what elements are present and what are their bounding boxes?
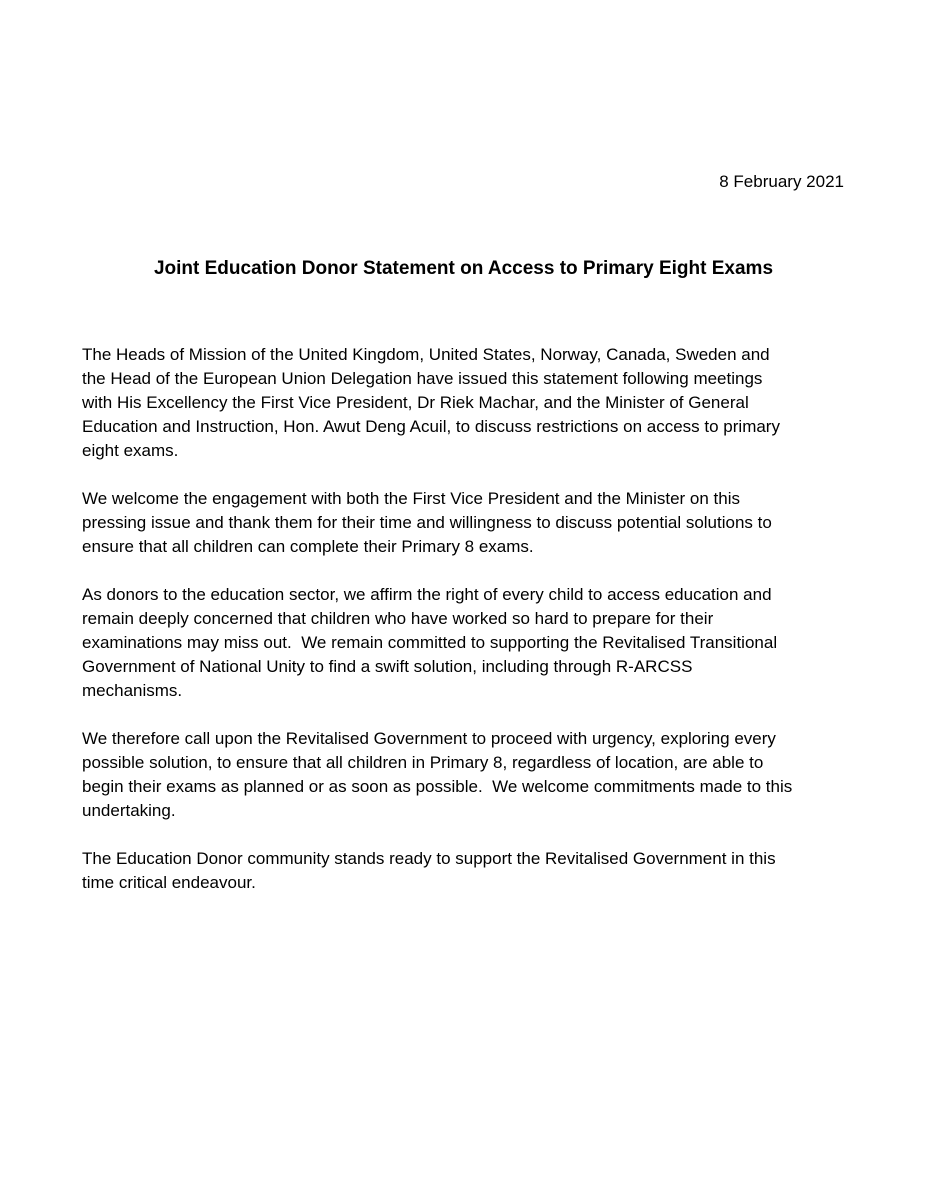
- document-date: 8 February 2021: [719, 172, 844, 191]
- paragraph-line: Education and Instruction, Hon. Awut Deng Acuil, to discuss restrictions on access to primary: [82, 417, 780, 436]
- paragraph-line: The Heads of Mission of the United Kingdom, United States, Norway, Canada, Sweden and: [82, 345, 770, 364]
- document-body: [82, 343, 862, 919]
- paragraph-line: time critical endeavour.: [82, 873, 256, 892]
- paragraph-line: The Education Donor community stands ready to support the Revitalised Government in this: [82, 849, 776, 868]
- paragraph-line: We therefore call upon the Revitalised Government to proceed with urgency, exploring every: [82, 729, 776, 748]
- paragraph-line: ensure that all children can complete their Primary 8 exams.: [82, 537, 534, 556]
- paragraph-donors: [82, 583, 862, 703]
- paragraph-line: We welcome the engagement with both the First Vice President and the Minister on this: [82, 489, 740, 508]
- paragraph-call-upon: [82, 727, 862, 823]
- paragraph-line: undertaking.: [82, 801, 176, 820]
- document-title: Joint Education Donor Statement on Access to Primary Eight Exams: [153, 258, 774, 279]
- paragraph-engagement: [82, 487, 862, 559]
- paragraph-line: mechanisms.: [82, 681, 183, 700]
- paragraph-line: the Head of the European Union Delegation have issued this statement following meetings: [82, 369, 763, 388]
- paragraph-line: pressing issue and thank them for their time and willingness to discuss potential solutions to: [82, 513, 772, 532]
- paragraph-line: examinations may miss out. We remain committed to supporting the Revitalised Transitional: [82, 633, 778, 652]
- paragraph-line: begin their exams as planned or as soon as possible. We welcome commitments made to this: [82, 777, 793, 796]
- paragraph-line: eight exams.: [82, 441, 179, 460]
- paragraph-line: As donors to the education sector, we affirm the right of every child to access education and: [82, 585, 772, 604]
- paragraph-heads-of-mission: [82, 343, 862, 463]
- paragraph-donor-community: [82, 847, 862, 895]
- paragraph-line: remain deeply concerned that children who have worked so hard to prepare for their: [82, 609, 714, 628]
- paragraph-line: possible solution, to ensure that all children in Primary 8, regardless of location, are able to: [82, 753, 764, 772]
- paragraph-line: with His Excellency the First Vice President, Dr Riek Machar, and the Minister of General: [82, 393, 749, 412]
- paragraph-line: Government of National Unity to find a swift solution, including through R-ARCSS: [82, 657, 693, 676]
